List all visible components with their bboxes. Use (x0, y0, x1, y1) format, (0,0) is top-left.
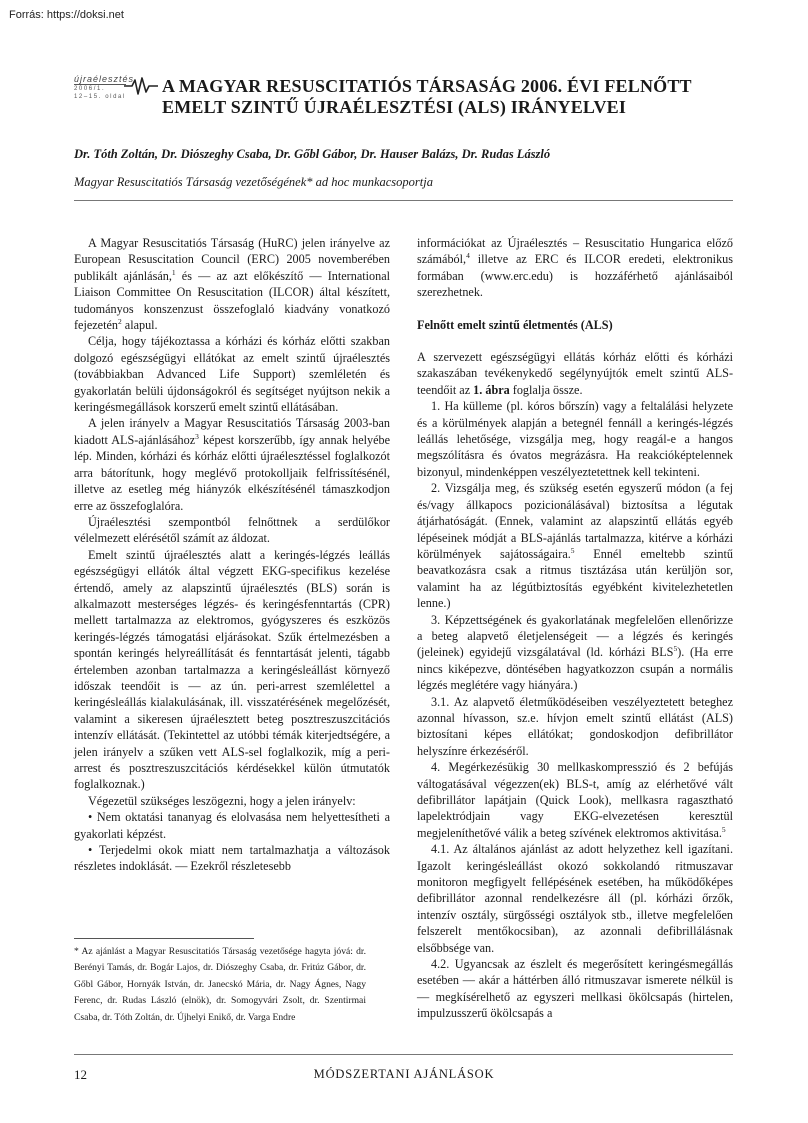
title-line-1: A MAGYAR RESUSCITATIÓS TÁRSASÁG 2006. ÉVI FELNŐTT (162, 76, 692, 96)
journal-logo (74, 74, 159, 114)
list-item: • Terjedelmi okok miatt nem tartalmazhatja a változások részletes indoklását. — Ezekről részletesebb (74, 842, 390, 875)
bullet-list (74, 809, 390, 875)
article-title (162, 76, 742, 118)
title-line-2: EMELT SZINTŰ ÚJRAÉLESZTÉSI (ALS) IRÁNYELVEI (162, 97, 627, 117)
list-item: 2. Vizsgálja meg, és szükség esetén egyszerű módon (a fej és/vagy állkapocs pozicionálásával) biztosítsa a légutak átjárhatóságát. (Ennek, valamint az alapszintű ellátás egyéb lépéseinek módját a BLS-ajánlás tartalmazza, kitérve a kórházi körülmények sajátosságaira.$^5$ Ennél emeltebb szintű beavatkozásra csak a ritmus tisztázása után kerüljön sor, valamint ha az légútbiztosítás egyébként kivitelezhetetlen lenne.) (417, 481, 733, 611)
footnote-divider (74, 938, 254, 939)
section-heading: Felnőtt emelt szintű életmentés (ALS) (417, 317, 613, 332)
list-item: 1. Ha külleme (pl. kóros bőrszín) vagy a feltalálási helyzete és a körülmények alapján a betegnél fennáll a keringés-légzés leállás lehetősége, vizsgálja meg, hogy reagál-e a hangos megszólításra és óvatos megrázásra. Ha reakcióképtelennek bizonyul, mindenképpen veszélyeztetettnek kell tekinteni. (417, 399, 733, 479)
paragraph: Újraélesztési szempontból felnőttnek a serdülőkor vélelmezett elérésétől számít az áldozat. (74, 514, 390, 546)
paragraph: Célja, hogy tájékoztassa a kórházi és kórház előtti szakban dolgozó egészségügyi ellátókat az emelt szintű újraélesztés (továbbiakban Advanced Life Support) szemléletén és gyakorlatán belüli újdonságokról és segítséget nyújtson nekik a keringésmegállások korszerű emelt szintű ellátásában. (74, 334, 390, 415)
journal-name: újraélesztés (74, 74, 135, 84)
list-item: 4. Megérkezésükig 30 mellkaskompresszió és 2 befújás váltogatásával végezzen(ek) BLS-t, amíg az elérhetővé vált defibrillátor lapátjain (Quick Look), mellkasra ragasztható lapelektródjain vagy EKG-elvezetésen keresztül megjeleníthetővé válik a beteg szívének elektromos aktivitása.$^5$ (417, 760, 733, 840)
running-footer: MÓDSZERTANI AJÁNLÁSOK (313, 1067, 495, 1081)
footnote: * Az ajánlást a Magyar Resuscitatiós Társaság vezetősége hagyta jóvá: dr. Berényi Tamás, dr. Bogár Lajos, dr. Diószeghy Csaba, dr. Fritúz Gábor, dr. Gőbl Gábor, Hornyák István, dr. Janecskó Mária, dr. Nagy Ágnes, Nagy Ferenc, dr. Rudas László (elnök), dr. Somogyvári Zsolt, dr. Szentirmai Csaba, dr. Tóth Zoltán, dr. Újhelyi Enikő, dr. Varga Endre (74, 946, 366, 1023)
source-label: Forrás: https://doksi.net (9, 9, 124, 21)
list-item: 3. Képzettségének és gyakorlatának megfelelően ellenőrizze a beteg alapvető életjelenségeit — a légzés és keringés (jeleinek) egyidejű vizsgálatával (ld. kórházi BLS$^5$). (Ha erre nincs kiképezve, döntésében hagyatkozzon csupán a normális légzés meglétére vagy hiányára.) (417, 612, 733, 693)
paragraph: Végezetül szükséges leszögezni, hogy a jelen irányelv: (88, 793, 356, 808)
figure-reference: 1. ábra (473, 382, 510, 397)
list-item: 3.1. Az alapvető életműködéseiben veszélyeztetett beteghez azonnal hívasson, sz.e. hívjon emelt szintű ellátást (ALS) biztosítani képes ellátókat; gondoskodjon defibrillátor helyszínre érkezéséről. (417, 694, 733, 758)
right-column (417, 235, 733, 1022)
affiliation: Magyar Resuscitatiós Társaság vezetőségének* ad hoc munkacsoportja (74, 175, 433, 189)
journal-pages: 12–15. oldal (74, 94, 126, 100)
paragraph: A jelen irányelv a Magyar Resuscitatiós Társaság 2003-ban kiadott ALS-ajánlásához$^3$ képest korszerűbb, így annak helyébe lép. Minden, kórházi és kórház előtti újraélesztéssel foglalkozót arra bátorítunk, hogy meglévő protokolljaik felfrissítésénél, illetve az esetleg még hiányzók elkészítésénél támaszkodjon erre az összefoglalóra. (74, 416, 391, 513)
page-number: 12 (74, 1067, 87, 1082)
list-item: • Nem oktatási tananyag és elolvasása nem helyettesítheti a gyakorlati képzést. (74, 809, 390, 842)
footer-divider (74, 1054, 733, 1055)
paragraph: A Magyar Resuscitatiós Társaság (HuRC) jelen irányelve az European Resuscitation Council (ERC) 2005 novemberében publikált ajánlásán,$^1$ és — az azt előkészítő — International Liaison Committee On Resuscitation (ILCOR) által készített, tudományos konszenzust összefoglaló kiadvány vonatkozó fejezetén$^2$ alapul. (74, 236, 391, 333)
header-divider (74, 200, 733, 201)
paragraph: Emelt szintű újraélesztés alatt a keringés-légzés leállás egészségügyi ellátók által végzett EKG-specifikus kezelése értendő, amely az alapszintű újraélesztés (BLS) során is alkalmazott mesterséges légzés- és keringésfenntartás (CPR) mellett tartalmazza az elektromos, gyógyszeres és eszközös keringés-légzés támogatási eljárásokat. Szűk értelmezésben a spontán keringés helyreállítását és fenntartását jelenti, tágabb értelemben azonban tartalmazza a keringésleállást környező időszak teendőit is — az ún. peri-arrest szemlélettel a keringésleállás kialakulásának, ill. visszatérésének megelőzését, valamint a sikeresen újraélesztett beteg posztreszuszcitációs intenzív ellátását. (Tekintettel az utóbbi témák kiterjedtségére, a jelen irányelv a szűken vett ALS-sel foglalkozik, míg a peri-arrest és posztreszuszcitációs kérdésekkel külön útmutatók foglalkoznak.) (74, 547, 390, 792)
list-item: 4.1. Az általános ajánlást az adott helyzethez kell igazítani. Igazolt keringésleállást okozó sokkolandó ritmuszavar monitoron megfigyelt fellépésének esetében, ha működőképes defibrillátor azonnal rendelkezésre áll (pl. kórházi őrzők, intenzív osztály, sürgősségi osztályok stb., illetve megfelelően felszerelt mentőkocsiban), az azonnali defibrillálásnak elsőbbsége van. (417, 842, 733, 955)
list-item: 4.2. Ugyancsak az észlelt és megerősített keringésmegállás esetében — akár a háttérben álló ritmuszavar ismerete nélkül is — megkísérelhető az egyszeri mellkasi ökölcsapás (hirtelen, impulzusszerű ökölcsapás a (417, 957, 733, 1021)
left-column (74, 235, 390, 875)
paragraph: információkat az Újraélesztés – Resuscitatio Hungarica előző számából,$^4$ illetve az ERC és ILCOR eredeti, elektronikus formában (www.erc.edu) is hozzáférhető ajánlásaiból szerezhetnek. (417, 236, 733, 300)
ecg-wave-icon (124, 76, 158, 96)
journal-issue: 2006/1. (74, 86, 106, 92)
paragraph: A szervezett egészségügyi ellátás kórház előtti és kórházi szakaszában tevékenykedő segélynyújtók emelt szintű ALS-teendőit az 1. ábra foglalja össze. (417, 350, 733, 397)
authors: Dr. Tóth Zoltán, Dr. Diószeghy Csaba, Dr. Gőbl Gábor, Dr. Hauser Balázs, Dr. Rudas László (74, 147, 551, 161)
